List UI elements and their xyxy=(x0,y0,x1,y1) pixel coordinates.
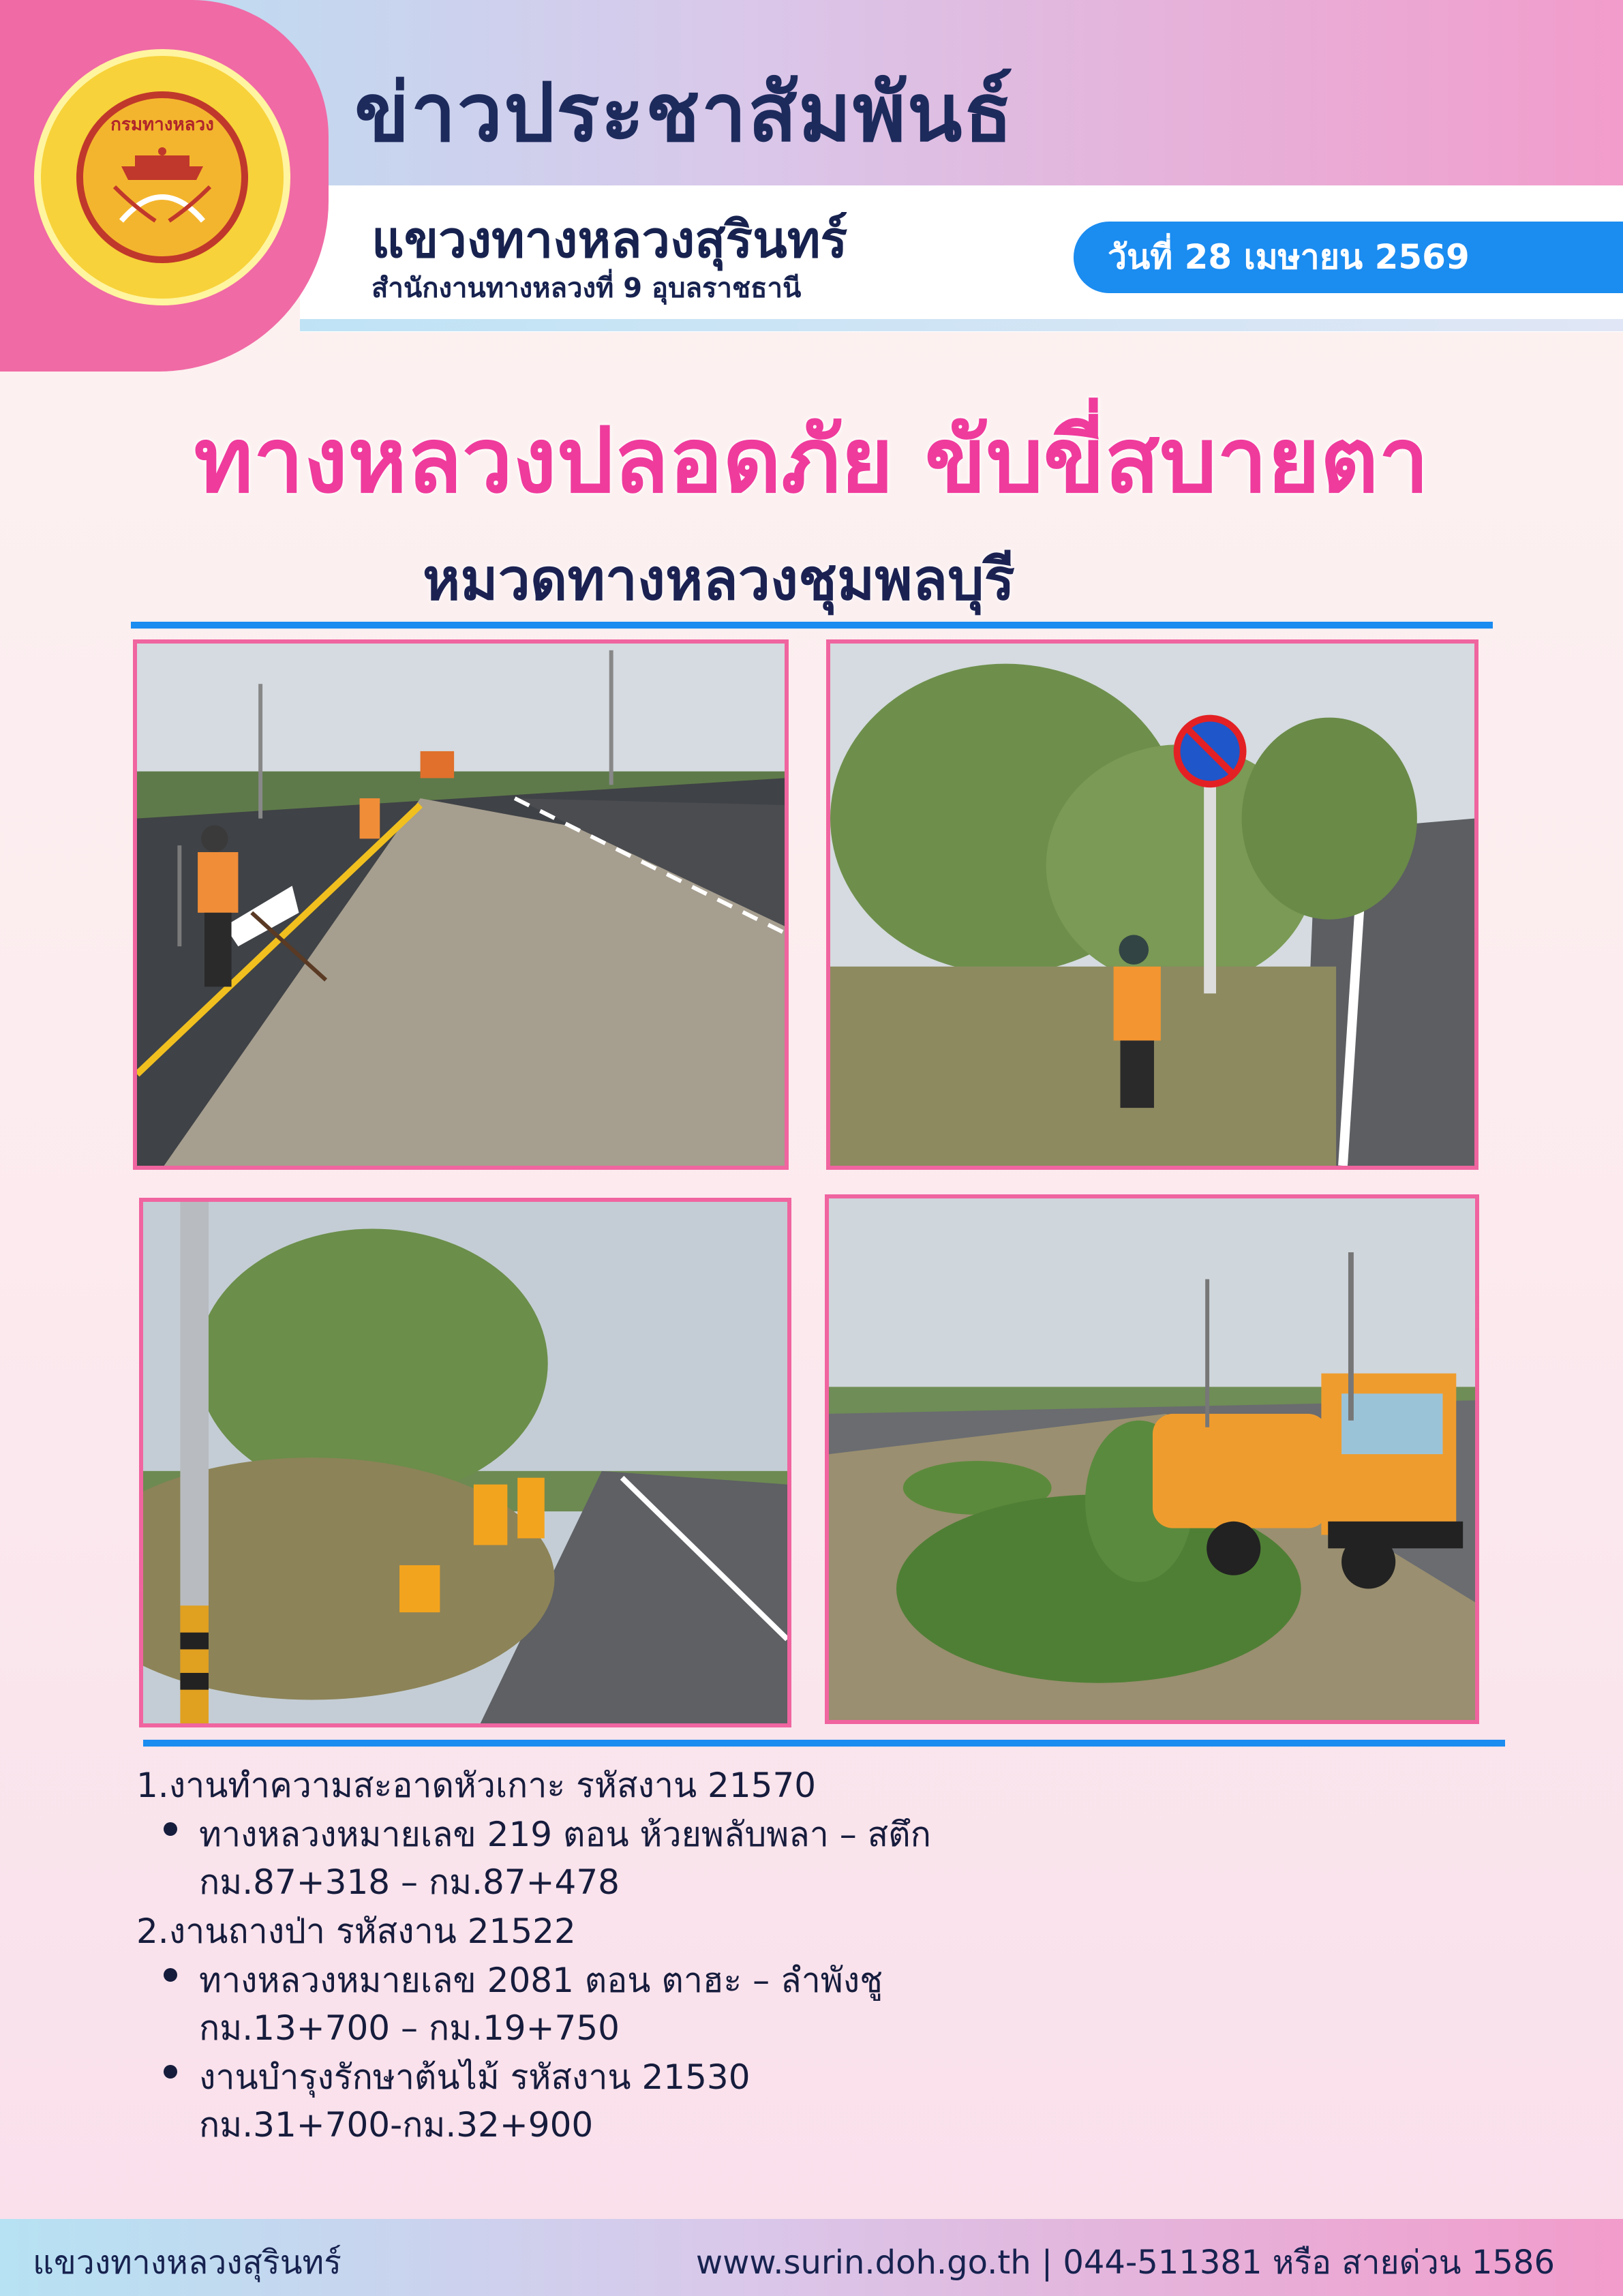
footer-department: แขวงทางหลวงสุรินทร์ xyxy=(33,2244,342,2282)
photo-water-truck-shrubs xyxy=(829,1198,1475,1720)
bottom-divider xyxy=(143,1740,1505,1747)
doh-logo xyxy=(34,49,290,305)
task-2-heading: 2.งานถางป่า รหัสงาน 21522 xyxy=(136,1912,576,1951)
header-divider xyxy=(300,319,1623,331)
task-3-km: กม.31+700-กม.32+900 xyxy=(199,2105,594,2145)
footer-contact[interactable]: www.surin.doh.go.th | 044-511381 หรือ สายด่วน 1586 xyxy=(695,2244,1555,2282)
task-2-km: กม.13+700 – กม.19+750 xyxy=(199,2008,620,2048)
bullet-icon xyxy=(164,1822,177,1836)
photo-workers-median-cleaning xyxy=(137,644,785,1166)
logo-text: กรมทางหลวง xyxy=(110,115,214,135)
office-name: สำนักงานทางหลวงที่ 9 อุบลราชธานี xyxy=(371,273,802,304)
footer xyxy=(0,2219,1623,2296)
task-1-location: ทางหลวงหมายเลข 219 ตอน ห้วยพลับพลา – สตึก xyxy=(199,1815,931,1854)
photo-roadside-clearing xyxy=(139,1198,791,1727)
logo-seal xyxy=(76,91,248,263)
photo-water-truck xyxy=(825,1194,1479,1724)
task-1-heading: 1.งานทำความสะอาดหัวเกาะ รหัสงาน 21570 xyxy=(136,1766,817,1805)
photo-worker-cutting-tree-by-sign xyxy=(830,644,1474,1166)
road-emblem-icon xyxy=(108,146,217,228)
task-1-km: กม.87+318 – กม.87+478 xyxy=(199,1862,620,1902)
department-name: แขวงทางหลวงสุรินทร์ xyxy=(371,211,848,269)
date-badge: วันที่ 28 เมษายน 2569 xyxy=(1074,222,1623,293)
task-3-location: งานบำรุงรักษาต้นไม้ รหัสงาน 21530 xyxy=(199,2057,750,2097)
bullet-icon xyxy=(164,1968,177,1982)
headline: ทางหลวงปลอดภัย ขับขี่สบายตา xyxy=(194,408,1429,513)
logo-container xyxy=(0,0,329,372)
task-2-location: ทางหลวงหมายเลข 2081 ตอน ตาฮะ – ลำพังชู xyxy=(199,1961,883,2000)
top-divider xyxy=(131,622,1493,629)
photo-tree-cutting xyxy=(826,639,1478,1170)
page-title: ข่าวประชาสัมพันธ์ xyxy=(354,65,1014,160)
photo-workers-clearing-roadside-brush xyxy=(143,1202,787,1723)
bullet-icon xyxy=(164,2065,177,2079)
photo-median-cleaning xyxy=(133,639,789,1170)
subheading: หมวดทางหลวงชุมพลบุรี xyxy=(423,546,1015,613)
